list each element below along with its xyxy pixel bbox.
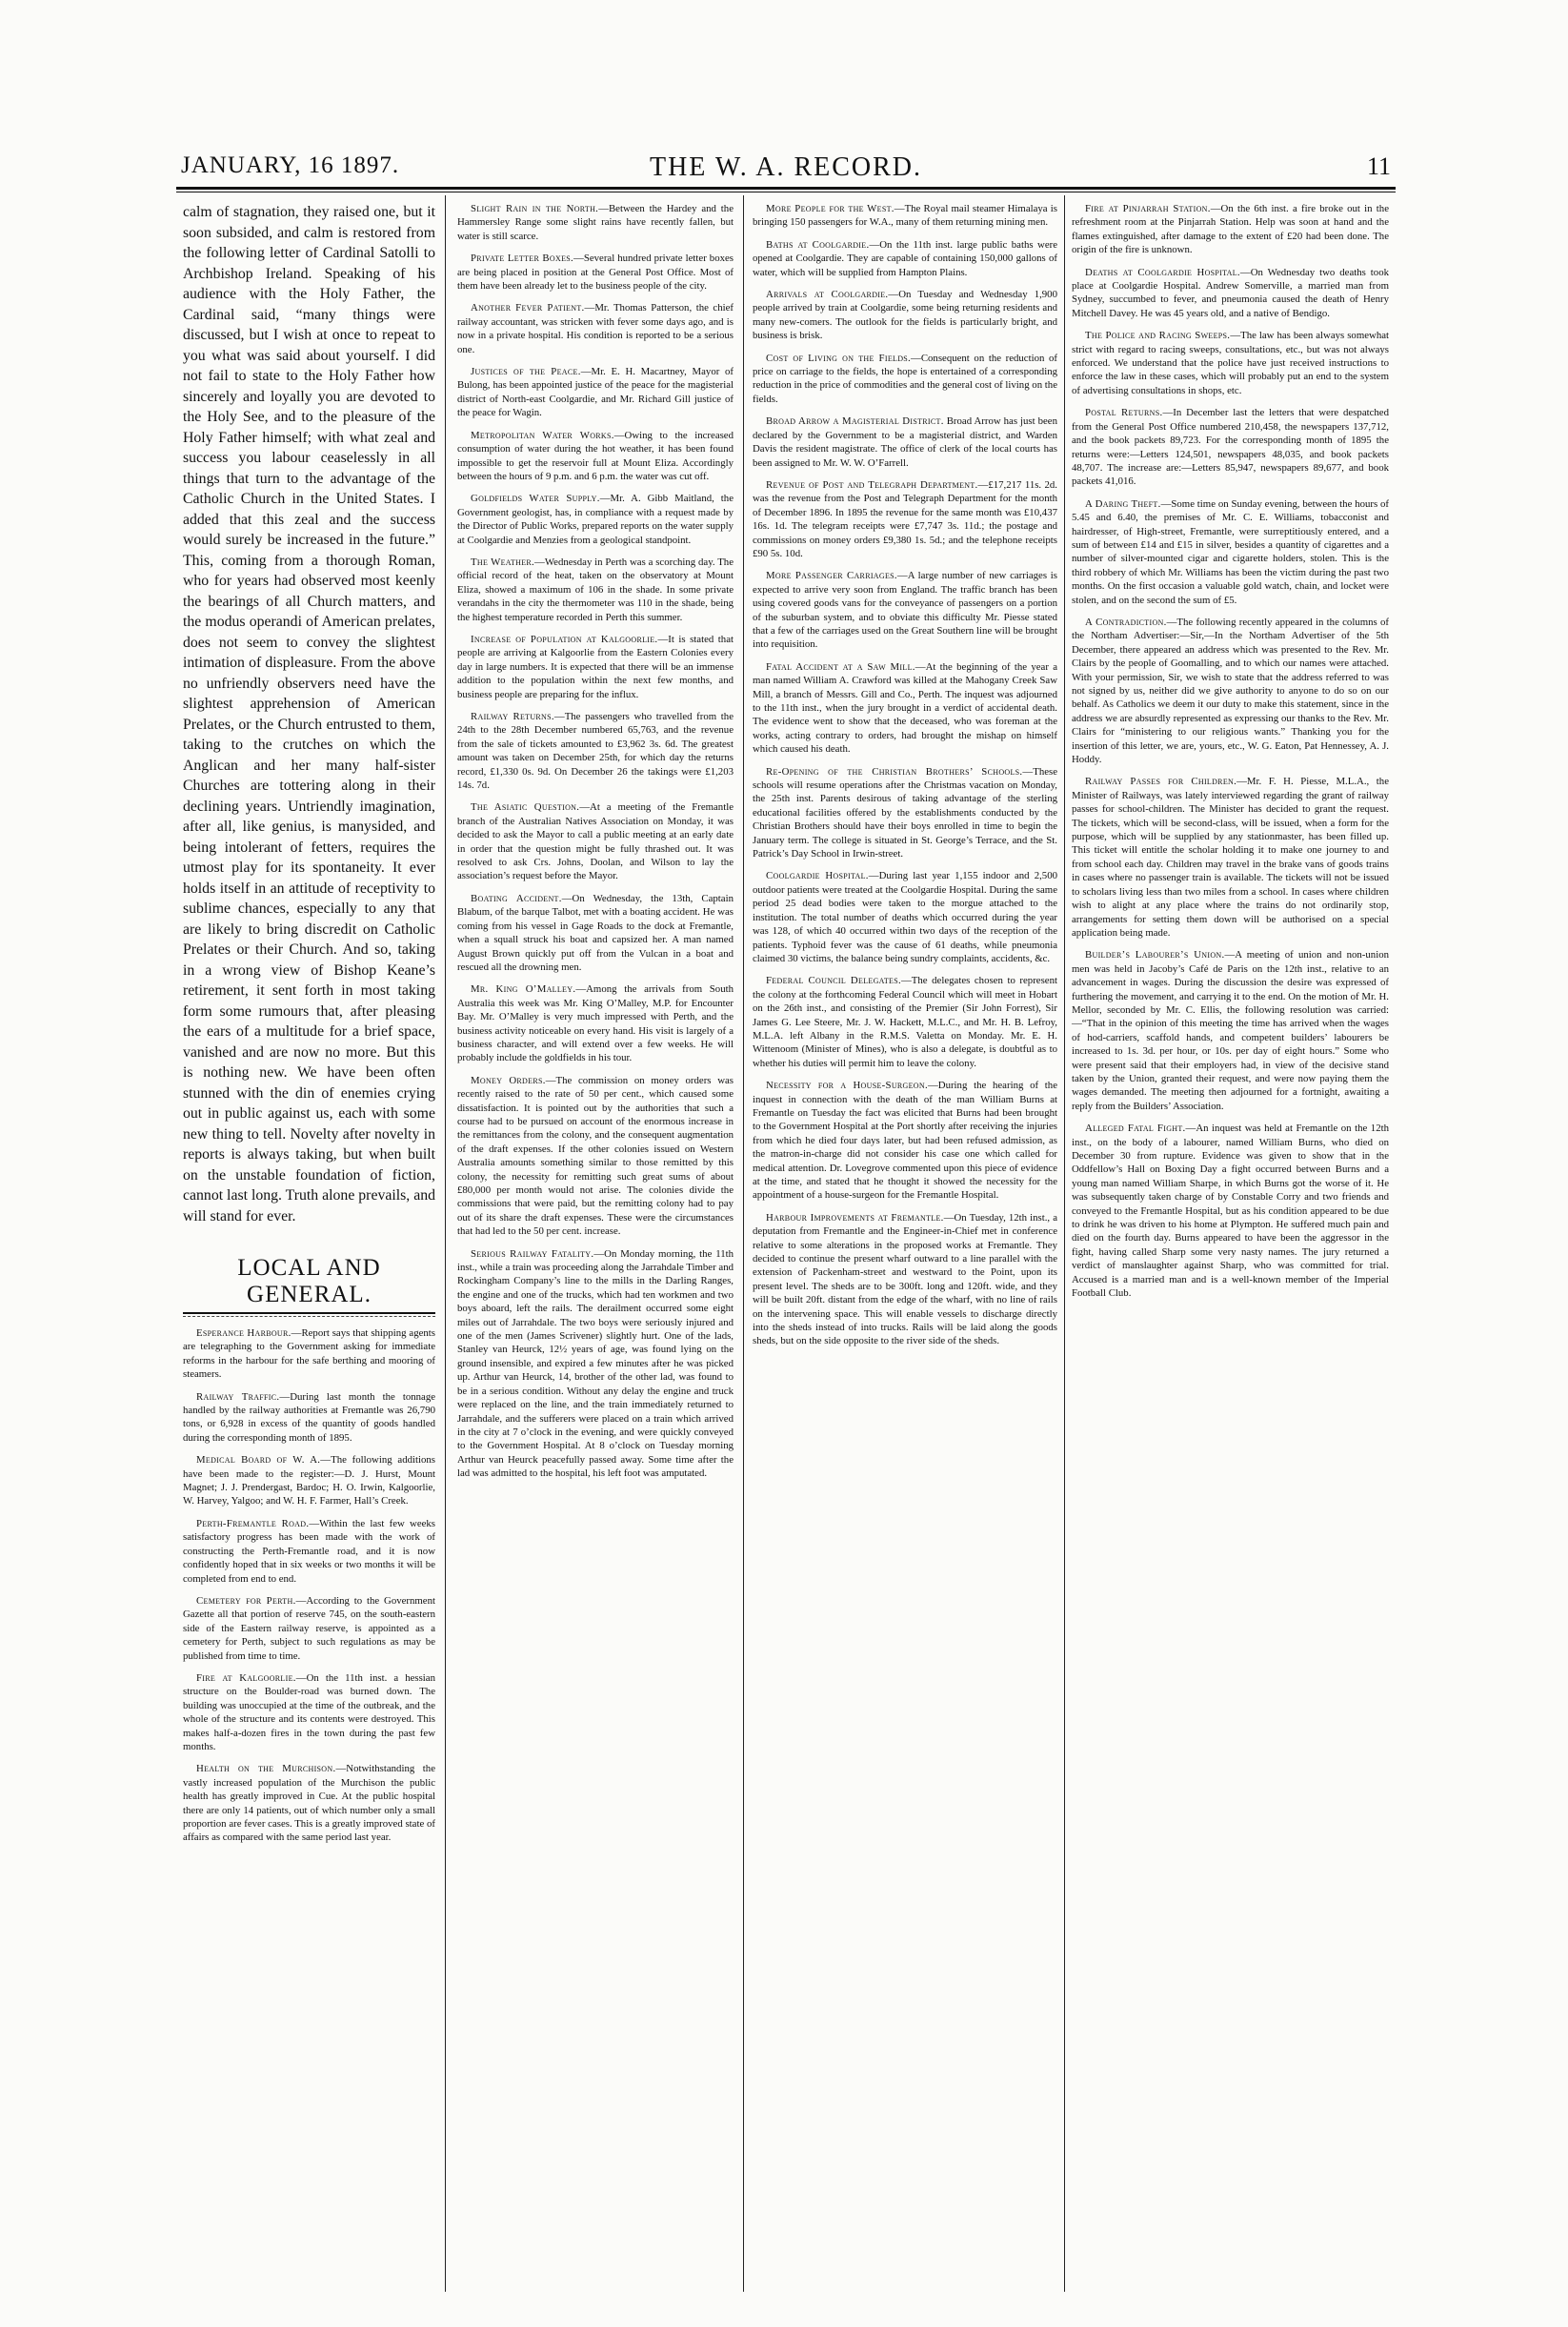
news-item-body: —A meeting of union and non-union men was held in Jacoby’s Café de Paris on the 12th inst., relative to an advancement in wages. During the discussion the desire was expressed of furthering the movement, and carrying it to the end. On the motion of Mr. H. Mellor, seconded by Mr. C. Ellis, the following resolution was carried:—“That in the opinion of this meeting the time has arrived when the wages of hod-carriers, scaffold hands, and competent builders’ labourers be increased to 1s. 3d. per hour, or 10s. per day of eight hours.” Some who were present said that their employers had, in view of the decisive stand taken by the Union, granted their request, and were now paying them the wages demanded. The meeting then adjourned for a fortnight, awaiting a reply from the Builders’ Association.: [1072, 949, 1389, 1112]
news-item-body: —The law has been always somewhat strict with regard to racing sweeps, consultations, etc., but was not always enforced. We understand that the police have just received instructions to enforce the law in these cases, which will probably put an end to the system of advertising consultations in shops, etc.: [1072, 330, 1390, 396]
news-item: [753, 1079, 1057, 1203]
column-divider: [445, 195, 446, 2292]
news-item: [183, 1453, 435, 1508]
news-item: [457, 556, 734, 624]
news-item-body: —During the hearing of the inquest in connection with the death of the man William Burns at Fremantle on Tuesday the fact was elicited that Burns had been brought to the Government Hospital at the Port shortly after receiving the injuries from which he died four days later, but had been refused admission, as the matron-in-charge did not consider his case one which called for medical attention. Dr. Lovegrove commented upon this piece of evidence at the time, and stated that he thought it showed the necessity for the appointment of a house-surgeon for the Fremantle Hospital.: [753, 1080, 1057, 1202]
news-item-body: —The following additions have been made to the register:—D. J. Hurst, Mount Magnet; J. J. Prendergast, Bardoc; H. O. Irwin, Kalgoorlie, W. Harvey, Yalgoo; and W. H. F. Farmer, Hall’s Creek.: [183, 1454, 435, 1507]
news-item: [753, 974, 1057, 1070]
news-item-body: —A large number of new carriages is expected to arrive very soon from England. The traffic branch has been using covered goods vans for the conveyance of passengers on a portion of the suburban system, and to obviate this difficulty Mr. Piesse stated that a few of the carriages used on the Great Southern line will be brought into requisition.: [753, 570, 1058, 651]
news-item-body: —On Wednesday, the 13th, Captain Blabum, of the barque Talbot, met with a boating accident. He was coming from his vessel in Gage Roads to the dock at Fremantle, when a squall struck his boat and capsized her. A man named August Brown quickly put off from the Vulcan in a boat and rescued all the drowning men.: [457, 892, 734, 973]
news-item-heading: Baths at Coolgardie.: [766, 238, 870, 251]
news-item-body: —The passengers who travelled from the 24th to the 28th December numbered 65,763, and the revenue from the sale of tickets amounted to £3,962 3s. 6d. The greatest amount was taken on December 25th, for which day the returns record, £1,330 0s. 9d. On December 26 the takings were £1,203 14s. 7d.: [457, 711, 734, 792]
news-item-heading: A Contradiction.: [1085, 616, 1167, 628]
news-item-heading: Health on the Murchison.: [196, 1763, 336, 1775]
news-item-heading: Alleged Fatal Fight.: [1085, 1123, 1186, 1135]
news-item: [753, 288, 1057, 343]
news-item-body: —Among the arrivals from South Australia this week was Mr. King O’Malley, M.P. for Encounter Bay. Mr. O’Malley is very much impressed with Perth, and the business activity noticeable on every hand. His visit is largely of a business character, and will extend over a few weeks. He will probably include the goldfields in his tour.: [457, 983, 734, 1064]
news-item-heading: Railway Passes for Children.: [1085, 776, 1237, 788]
news-item: [183, 1326, 435, 1382]
news-item-body: —During last year 1,155 indoor and 2,500 outdoor patients were treated at the Coolgardie Hospital. During the same period 25 dead bodies were taken to the morgue attached to the institution. The total number of deaths which occurred during the year was 128, of which 40 occurred within two days of the reception of the patients. Typhoid fever was the cause of 61 deaths, while pneumonia claimed 30 victims, the balance being sundry complaints, accidents, &c.: [753, 870, 1057, 964]
news-item-body: —Between the Hardey and the Hammersley Range some slight rains have recently fallen, but water is still scarce.: [457, 203, 734, 242]
news-item-body: —According to the Government Gazette all that portion of reserve 745, on the south-eastern side of the Eastern railway reserve, is appointed as a cemetery for Perth, subject to such regulations as may be published from time to time.: [183, 1594, 435, 1662]
news-item: [753, 478, 1057, 560]
news-item: [457, 492, 734, 547]
article-continuation: calm of stagnation, they raised one, but it soon subsided, and calm is restored from the following letter of Cardinal Satolli to Archbishop Ireland. Speaking of his audience with the Holy Father, the Cardinal said, “many things were discussed, but I wish at once to repeat to you what was said about yourself. I did not fail to state to the Holy Father how sincerely and loyally you are devoted to the Holy See, and to the pleasure of the Holy Father himself; with what zeal and success you labour ceaselessly in all things that turn to the advantage of the Catholic Church in the United States. I added that this zeal and the success would surely be increased in the future.” This, coming from a thorough Roman, who for years had observed most keenly the bearings of all Church matters, and the modus operandi of American prelates, does not seem to convey the slightest intimation of displeasure. From the above no unfriendly observers need have the slightest apprehension of American Prelates, or the Church entrusted to them, taking to the crutches on which the Anglican and her many half-sister Churches are tottering along in their declining years. Untriendly imagination, after all, like genius, is manysided, and being intolerant of fetters, requires the utmost play for its spontaneity. It ever holds itself in an attitude of receptivity to sublime chances, especially to any that are likely to bring discredit on Catholic Prelates or their Church. And so, taking in a wrong view of Bishop Keane’s retirement, it sent forth in most taking form some rumours that, after pleasing the ears of a multitude for a brief space, vanished and are now no more. But this is nothing new. We have been often stunned with the din of enemies crying out in public against us, each with some new thing to tell. Novelty after novelty in reports is always taking, but when built on the unstable foundation of fiction, cannot last long. Truth alone prevails, and will stand for ever.: [183, 204, 435, 1224]
news-item: [753, 660, 1057, 757]
news-item: [753, 1211, 1057, 1348]
news-item: [457, 252, 734, 293]
news-item: [1072, 329, 1389, 397]
news-item-heading: Builder’s Labourer’s Union.: [1085, 949, 1225, 961]
news-item: [753, 415, 1057, 470]
news-item: [457, 1247, 734, 1481]
news-item-body: —On Tuesday, 12th inst., a deputation from Fremantle and the Engineer-in-Chief met in conference relative to some alterations in the proposed works at Fremantle. They decided to continue the present wharf outward to a line parallel with the extension of Packenham-street and westward to the Point, upon its present level. The sheds are to be 300ft. long and 120ft. wide, and they will be built 20ft. distant from the edge of the wharf, with no line of rails on the intervening space. This will enable vessels to discharge directly into the sheds instead of into trucks. Rails will be laid along the goods sheds, but on the side opposite to the river side of the sheds.: [753, 1211, 1058, 1347]
news-item-body: —The delegates chosen to represent the colony at the forthcoming Federal Council which will meet in Hobart on the 26th inst., and consisting of the Premier (Sir John Forrest), Sir James G. Lee Steere, Mr. J. W. Hackett, M.L.C., and Mr. H. B. Lefroy, M.L.A. left Albany in the R.M.S. Valetta on Monday. Mr. E. H. Wittenoom (Minister of Mines), who is also a delegate, is doubtful as to whether his duties will permit him to leave the colony.: [753, 975, 1057, 1069]
news-item: [753, 869, 1057, 965]
news-item-heading: Private Letter Boxes.: [471, 253, 574, 265]
news-item: [1072, 616, 1389, 766]
news-item-heading: More Passenger Carriages.: [766, 570, 897, 582]
news-item-heading: Broad Arrow a Magisterial District.: [766, 415, 944, 428]
section-rule-dashed: [183, 1316, 435, 1317]
news-item: [183, 1671, 435, 1753]
news-item-body: —On Monday morning, the 11th inst., while a train was proceeding along the Jarrahdale Timber and Rockingham Company’s line to the mills in the Darling Ranges, the engine and one of the trucks, which had ten workmen and two boys aboard, left the rails. The derailment occurred some eight miles out of Jarrahdale. The two boys were seriously injured and one of the men (James Scrivener) slightly hurt. One of the lads, Stanley van Heurck, 12½ years of age, was found lying on the ground insensible, and expired a few minutes after he was picked up. Arthur van Heurck, 14, brother of the other lad, was found to be in a serious condition. Without any delay the engine and truck were replaced on the line, and the train immediately returned to Jarrahdale, and the sufferers were placed on a train which arrived in the city at 7 o’clock in the evening, and were quickly conveyed to the Government Hospital. At 8 o’clock on Tuesday morning Arthur van Heurck peacefully passed away. Some time after the lad was admitted to the hospital, his left foot was amputated.: [457, 1247, 734, 1480]
news-item: [1072, 497, 1389, 607]
news-item-heading: Postal Returns.: [1085, 407, 1163, 419]
news-item: [457, 365, 734, 420]
news-item-body: —Mr. Thomas Patterson, the chief railway accountant, was stricken with fever some days ago, and is now in a private hospital. His condition is reported to be a serious one.: [457, 302, 734, 355]
column-2: [457, 202, 734, 1489]
news-item-heading: Justices of the Peace.: [471, 366, 581, 378]
news-item-heading: Mr. King O’Malley.: [471, 983, 576, 996]
news-item-heading: A Daring Theft.: [1085, 497, 1161, 510]
news-item-body: —In December last the letters that were despatched from the General Post Office numbered 210,458, the newspapers 137,712, and the book packets 89,723. For the corresponding month of 1895 the returns were:—Letters 124,501, newspapers 48,035, and book packets 48,707. The increase are:—Letters 85,947, newspapers 89,677, and book packets 41,016.: [1072, 407, 1389, 488]
news-item-body: —Some time on Sunday evening, between the hours of 5.45 and 6.40, the premises of Mr. C. E. Williams, tobacconist and hairdresser, of High-street, Fremantle, were surreptitiously entered, and a sum of between £14 and £15 in silver, besides a quantity of cigarettes and a number of silver-mounted cigar and cigarette holders, stolen. This is the third robbery of which Mr. Williams has been the victim during the past two months. On the first occasion a valuable gold watch, chain, and locket were stolen, and on the second the sum of £5.: [1072, 497, 1390, 606]
news-items: [753, 202, 1057, 1348]
page-number: 11: [1366, 152, 1391, 180]
news-item-body: —Mr. A. Gibb Maitland, the Government geologist, has, in compliance with a request made by the Director of Public Works, prepared reports on the water supply at Coolgardie and Menzies from a geological standpoint.: [457, 493, 734, 546]
news-item: [1072, 202, 1389, 257]
masthead: [181, 152, 1391, 187]
news-item: [457, 633, 734, 701]
news-item-heading: Medical Board of W. A.: [196, 1454, 321, 1467]
news-item-heading: Necessity for a House-Surgeon.: [766, 1080, 928, 1092]
news-item-body: Broad Arrow has just been declared by the Government to be a magisterial district, and Warden Davis the resident magistrate. The office of clerk of the local courts has been assigned to Mr. W. W. O’Farrell.: [753, 415, 1057, 469]
news-item: [753, 569, 1057, 651]
news-item: [753, 765, 1057, 861]
news-item-heading: Esperance Harbour.: [196, 1327, 291, 1339]
news-item-heading: Another Fever Patient.: [471, 302, 585, 314]
news-items: [183, 1326, 435, 1845]
section-heading: LOCAL AND GENERAL.: [237, 1255, 381, 1307]
news-item-heading: Re-Opening of the Christian Brothers’ Schools.: [766, 765, 1023, 778]
column-1: [183, 202, 435, 1853]
news-item: [183, 1390, 435, 1446]
news-item-body: —On Wednesday two deaths took place at Coolgardie Hospital. Andrew Somerville, a married man from Sydney, succumbed to fever, and pneumonia caused the death of Henry Mitchell Davey. He was 45 years old, and a native of Bendigo.: [1072, 266, 1389, 319]
news-item-heading: Money Orders.: [471, 1074, 546, 1086]
news-item-heading: Fatal Accident at a Saw Mill.: [766, 660, 915, 673]
news-item-heading: Metropolitan Water Works.: [471, 429, 614, 441]
news-item: [457, 892, 734, 974]
news-item: [457, 1074, 734, 1239]
news-item-heading: Increase of Population at Kalgoorlie.: [471, 633, 658, 645]
news-item-body: —During last month the tonnage handled by the railway authorities at Fremantle was 26,790 tons, or 6,928 in excess of the quantity of goods handled during the corresponding month of 1895.: [183, 1390, 436, 1444]
column-4: [1072, 202, 1389, 1308]
column-3: [753, 202, 1057, 1357]
news-item-heading: Coolgardie Hospital.: [766, 870, 869, 882]
news-item-body: —On the 11th inst. large public baths were opened at Coolgardie. They are capable of containing 150,000 gallons of water, which will be supplied from Hampton Plains.: [753, 238, 1057, 278]
news-item-heading: Slight Rain in the North.: [471, 203, 599, 214]
news-item-heading: Railway Returns.: [471, 711, 554, 722]
news-item-body: —The commission on money orders was recently raised to the rate of 50 per cent., which caused some dissatisfaction. It is pointed out by the authorities that such a course had to be pursued on account of the enormous increase in the remittances from the colony, and the consequent augmentation of the draft expenses. If the other colonies issued on Western Australia amounts something similar to those remitted by this colony, the necessity for remitting such great sums of about £80,000 per month would not arise. The colonies divide the commissions that were paid, but the remitting colony had to pay out of its share the draft expenses. These were the circumstances that had led to the 50 per cent. increase.: [457, 1074, 734, 1238]
column-divider: [743, 195, 744, 2292]
news-item: [457, 429, 734, 484]
news-item-heading: Cost of Living on the Fields.: [766, 352, 912, 364]
news-item-body: —On Tuesday and Wednesday 1,900 people arrived by train at Coolgardie, some being returning residents and many new-comers. The outlook for the fields is particularly bright, and business is brisk.: [753, 289, 1057, 342]
news-item: [457, 710, 734, 792]
news-item-heading: Boating Accident.: [471, 892, 562, 904]
news-item-body: —Notwithstanding the vastly increased population of the Murchison the public health has greatly improved in Cue. At the public hospital there are only 14 patients, out of which number only a small proportion are fever cases. This is a greatly improved state of affairs as compared with the same period last year.: [183, 1763, 435, 1844]
news-item: [1072, 266, 1389, 321]
news-item-body: —On the 11th inst. a hessian structure on the Boulder-road was burned down. The building was unoccupied at the time of the outbreak, and the whole of the structure and its contents were destroyed. This makes half-a-dozen fires in the town during the past few months.: [183, 1671, 435, 1752]
news-item-body: —These schools will resume operations after the Christmas vacation on Monday, the 25th inst. Parents desirous of taking advantage of the sterling educational facilities offered by the establishments conducted by the Christian Brothers should have their boys enrolled in time to begin the January term. The college is situated in St. George’s Terrace, and the St. Patrick’s Day School in Irwin-street.: [753, 765, 1057, 860]
news-item-body: —An inquest was held at Fremantle on the 12th inst., on the body of a labourer, named William Burns, who died on December 30 from rupture. Evidence was given to show that in the Oddfellow’s Hall on Boxing Day a fight occurred between Burns and a young man named William Sharpe, in which Burns got the worse of it. He was subsequently taken charge of by Constable Corry and two friends and conveyed to the Fremantle Hospital, but as his condition appeared to be due to drink he was driven to his home at Plympton. He suffered much pain and died on the fourth day. Burns appeared to have been the aggressor in the fight, having called Sharp some very nasty names. The jury returned a verdict of manslaughter against Sharp, who was committed for trial. Accused is a married man and is a well-known member of the Imperial Football Club.: [1072, 1123, 1389, 1300]
news-item: [753, 238, 1057, 279]
news-item-heading: Cemetery for Perth.: [196, 1594, 296, 1607]
news-item-heading: Deaths at Coolgardie Hospital.: [1085, 266, 1240, 278]
news-items: [1072, 202, 1389, 1300]
news-item-heading: The Asiatic Question.: [471, 801, 580, 814]
news-item-body: —It is stated that people are arriving at Kalgoorlie from the Eastern Colonies every day in large numbers. It is expected that there will be an immense addition to the population within the next few months, and business people are preparing for the influx.: [457, 633, 734, 700]
news-item-heading: Fire at Kalgoorlie.: [196, 1671, 296, 1684]
news-item-body: —At a meeting of the Fremantle branch of the Australian Natives Association on Monday, it was decided to ask the Mayor to call a public meeting at an early date in order that the question might be fully thrashed out. It was resolved to ask Crs. Johns, Doolan, and Wilson to lay the association’s request before the Mayor.: [457, 801, 734, 882]
section-rule: [183, 1312, 435, 1314]
news-item: [457, 301, 734, 356]
news-item-heading: Arrivals at Coolgardie.: [766, 289, 889, 301]
news-item-body: —Owing to the increased consumption of water during the hot weather, it has been found impossible to get the reservoir full at Mount Eliza. Accordingly between the hours of 9 p.m. and 6 p.m. the water was cut off.: [457, 429, 734, 482]
news-item: [457, 202, 734, 243]
news-item-body: —The following recently appeared in the columns of the Northam Advertiser:—Sir,—In the Northam Advertiser of the 5th December, there appeared an address which was presented to the Rev. Mr. Clairs by the people of Goomalling, and to which our names were attached. With your permission, Sir, we wish to state that the address referred to was not signed by us, neither did we give authority to anyone to do so on our behalf. As Catholics we deem it our duty to make this statement, since in the address we are absurdly represented as expressing our thanks to the Rev. Mr. Clairs for “ministering to our religious wants.” Thanking you for the insertion of this letter, we are, yours, etc., W. G. Eaton, Pat Hennessey, A. J. Hoddy.: [1072, 616, 1389, 766]
masthead-rule: [176, 187, 1396, 190]
news-item-body: —£17,217 11s. 2d. was the revenue from the Post and Telegraph Department for the month of December 1896. In 1895 the revenue for the same month was £10,437 16s. 1d. The telegram receipts were £7,747 3s. 11d.; the postage and commissions on money orders £9,380 1s. 5d.; and the telephone receipts £90 5s. 10d.: [753, 478, 1057, 559]
news-item-body: —Consequent on the reduction of price on carriage to the fields, the hope is entertained of a corresponding reduction in the price of commodities and the general cost of living on the fields.: [753, 352, 1058, 405]
news-item: [183, 1517, 435, 1586]
news-item: [183, 1594, 435, 1663]
news-item-body: —At the beginning of the year a man named William A. Crawford was killed at the Mahogany Creek Saw Mill, a branch of Messrs. Gill and Co., Perth. The inquest was adjourned to the 11th inst., when the jury brought in a verdict of accidental death. The evidence went to show that the deceased, who was foreman at the works, acting contrary to orders, had brought the mishap on himself which caused his death.: [753, 660, 1058, 756]
newspaper-title: THE W. A. RECORD.: [649, 152, 923, 182]
news-item-body: —The Royal mail steamer Himalaya is bringing 150 passengers for W.A., many of them returning mining men.: [753, 203, 1057, 229]
news-item: [1072, 406, 1389, 488]
news-item-heading: The Police and Racing Sweeps.: [1085, 330, 1231, 342]
news-item-heading: Revenue of Post and Telegraph Department.: [766, 478, 978, 491]
news-item-heading: Perth-Fremantle Road.: [196, 1517, 310, 1529]
news-item-body: —Report says that shipping agents are telegraphing to the Government asking for immediate reforms in the harbour for the safe berthing and mooring of steamers.: [183, 1327, 435, 1381]
news-item-heading: Serious Railway Fatality.: [471, 1247, 594, 1260]
news-item-heading: Fire at Pinjarrah Station.: [1085, 203, 1211, 214]
news-item: [457, 982, 734, 1064]
news-item: [1072, 775, 1389, 940]
news-item-heading: Goldfields Water Supply.: [471, 493, 600, 505]
news-item-body: —Within the last few weeks satisfactory progress has been made with the work of constructing the Perth-Fremantle road, and it is now confidently hoped that in six weeks or two months it will be completed from end to end.: [183, 1517, 436, 1585]
news-item: [183, 1762, 435, 1844]
news-item-body: —Mr. E. H. Macartney, Mayor of Bulong, has been appointed justice of the peace for the magisterial district of North-east Coolgardie, and Mr. Richard Gill justice of the peace for Wagin.: [457, 366, 734, 419]
news-item-heading: Railway Traffic.: [196, 1390, 280, 1403]
news-item-body: —Wednesday in Perth was a scorching day. The official record of the heat, taken on the observatory at Mount Eliza, showed a maximum of 106 in the shade. In some private verandahs in the city the thermometer was 110 in the shade, being the highest temperature recorded in Perth this summer.: [457, 556, 734, 623]
issue-date: JANUARY, 16 1897.: [181, 152, 400, 178]
news-item-heading: The Weather.: [471, 556, 535, 568]
news-item-heading: Federal Council Delegates.: [766, 975, 901, 987]
news-item: [753, 202, 1057, 230]
news-item-heading: More People for the West.: [766, 203, 895, 214]
news-item-body: —Several hundred private letter boxes are being placed in position at the General Post Office. Most of them have been already let to the business people of the city.: [457, 253, 734, 293]
news-item-heading: Harbour Improvements at Fremantle.: [766, 1211, 944, 1224]
news-item: [753, 352, 1057, 407]
news-item: [1072, 948, 1389, 1113]
news-item-body: —Mr. F. H. Piesse, M.L.A., the Minister of Railways, was lately interviewed regarding the grant of railway passes for school-children. The Minister has decided to grant the request. The tickets, which will be second-class, will be issued, when a form for the purpose, which will be supplied by any stationmaster, has been filled up. This ticket will entitle the scholar holding it to make one journey to and from school each day. Children may travel in the brake vans of goods trains in cases where no passenger train is available. The tickets will not be issued to scholars living less than two miles from a school. In cases where children wish to alight at any place where the trains do not ordinarily stop, arrangements for setting them down will be authorised on a special application being made.: [1072, 776, 1389, 939]
news-item: [457, 800, 734, 882]
news-item: [1072, 1122, 1389, 1300]
news-items: [457, 202, 734, 1481]
column-divider: [1064, 195, 1065, 2292]
news-item-body: —On the 6th inst. a fire broke out in the refreshment room at the Pinjarrah Station. Help was soon at hand and the flames extinguished, after damage to the extent of £20 had been done. The origin of the fire is unknown.: [1072, 203, 1389, 256]
